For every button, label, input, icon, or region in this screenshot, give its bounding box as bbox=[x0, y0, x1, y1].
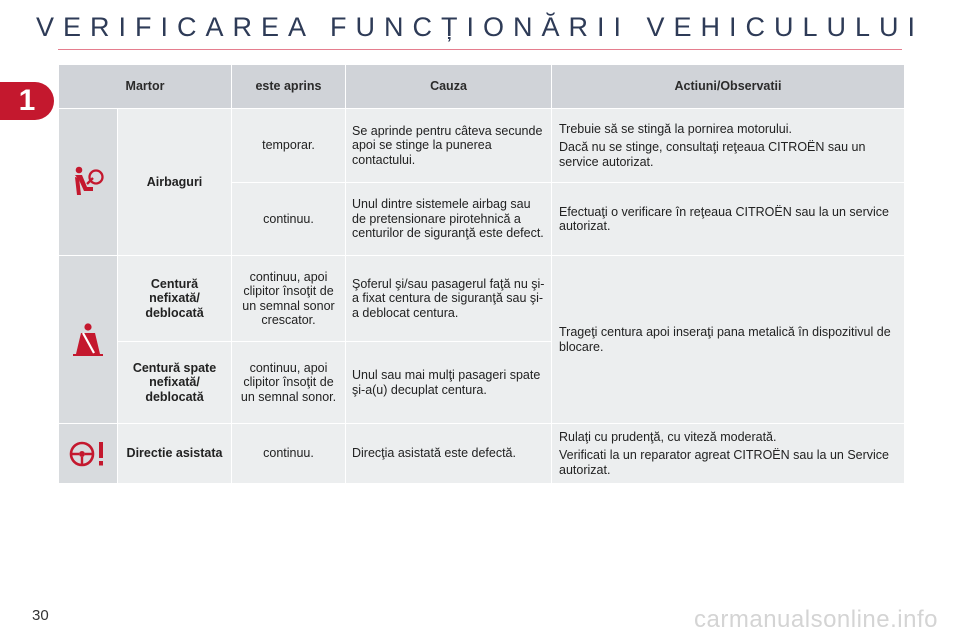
front-seatbelt-label: Centură nefixată/ deblocată bbox=[118, 256, 232, 342]
airbag-actions-continuous bbox=[552, 183, 905, 256]
table-row bbox=[59, 109, 905, 183]
action-line: Trebuie să se stingă la pornirea motorului. bbox=[559, 121, 792, 136]
airbag-state-temporary: temporar. bbox=[232, 109, 346, 183]
steering-label: Directie asistata bbox=[118, 424, 232, 484]
airbag-label: Airbaguri bbox=[118, 109, 232, 256]
chapter-tab[interactable]: 1 bbox=[0, 82, 54, 120]
rear-seatbelt-label: Centură spate nefixată/ deblocată bbox=[118, 342, 232, 424]
airbag-cause-temporary: Se aprinde pentru câteva secunde apoi se stinge la punerea contactului. bbox=[346, 109, 552, 183]
action-line: Rulaţi cu prudenţă, cu viteză moderată. bbox=[559, 429, 777, 444]
table-header-row bbox=[59, 65, 905, 109]
column-header-state: este aprins bbox=[232, 65, 346, 109]
action-line: Dacă nu se stinge, consultaţi reţeaua CITROËN sau un service autorizat. bbox=[559, 140, 866, 169]
column-header-martor: Martor bbox=[59, 65, 232, 109]
airbag-state-continuous: continuu. bbox=[232, 183, 346, 256]
table-row bbox=[59, 424, 905, 484]
column-header-actions: Actiuni/Observatii bbox=[552, 65, 905, 109]
action-line: Verificati la un reparator agreat CITROËN sau la un Service autorizat. bbox=[559, 448, 890, 477]
page-number: 30 bbox=[32, 607, 49, 624]
warning-lights-table bbox=[58, 64, 905, 484]
airbag-warning-icon bbox=[70, 174, 106, 188]
action-line: Trageţi centura apoi inseraţi pana metalică în dispozitivul de blocare. bbox=[559, 325, 891, 354]
action-line: Efectuaţi o verificare în reţeaua CITROËN sau la un service autorizat. bbox=[559, 204, 890, 233]
front-seatbelt-cause: Şoferul şi/sau pasagerul faţă nu şi-a fixat centura de siguranţă sau şi-a deblocat centura. bbox=[346, 256, 552, 342]
airbag-icon-cell bbox=[59, 109, 118, 256]
seatbelt-icon-cell bbox=[59, 256, 118, 424]
table-row bbox=[59, 256, 905, 342]
airbag-cause-continuous: Unul dintre sistemele airbag sau de pretensionare pirotehnică a centurilor de siguranţă este defect. bbox=[346, 183, 552, 256]
steering-cause: Direcţia asistată este defectă. bbox=[346, 424, 552, 484]
column-header-cause: Cauza bbox=[346, 65, 552, 109]
seatbelt-warning-icon bbox=[70, 332, 106, 346]
title-divider bbox=[58, 49, 902, 50]
rear-seatbelt-cause: Unul sau mai mulţi pasageri spate şi-a(u) decuplat centura. bbox=[346, 342, 552, 424]
front-seatbelt-state: continuu, apoi clipitor însoţit de un semnal sonor crescator. bbox=[232, 256, 346, 342]
airbag-actions-temporary bbox=[552, 109, 905, 183]
steering-icon-cell bbox=[59, 424, 118, 484]
watermark: carmanualsonline.info bbox=[694, 606, 938, 633]
page-title: VERIFICAREA FUNCȚIONĂRII VEHICULULUI bbox=[35, 12, 925, 42]
steering-state: continuu. bbox=[232, 424, 346, 484]
power-steering-warning-icon bbox=[68, 446, 108, 460]
rear-seatbelt-state: continuu, apoi clipitor însoţit de un semnal sonor. bbox=[232, 342, 346, 424]
seatbelt-actions bbox=[552, 256, 905, 424]
steering-actions bbox=[552, 424, 905, 484]
